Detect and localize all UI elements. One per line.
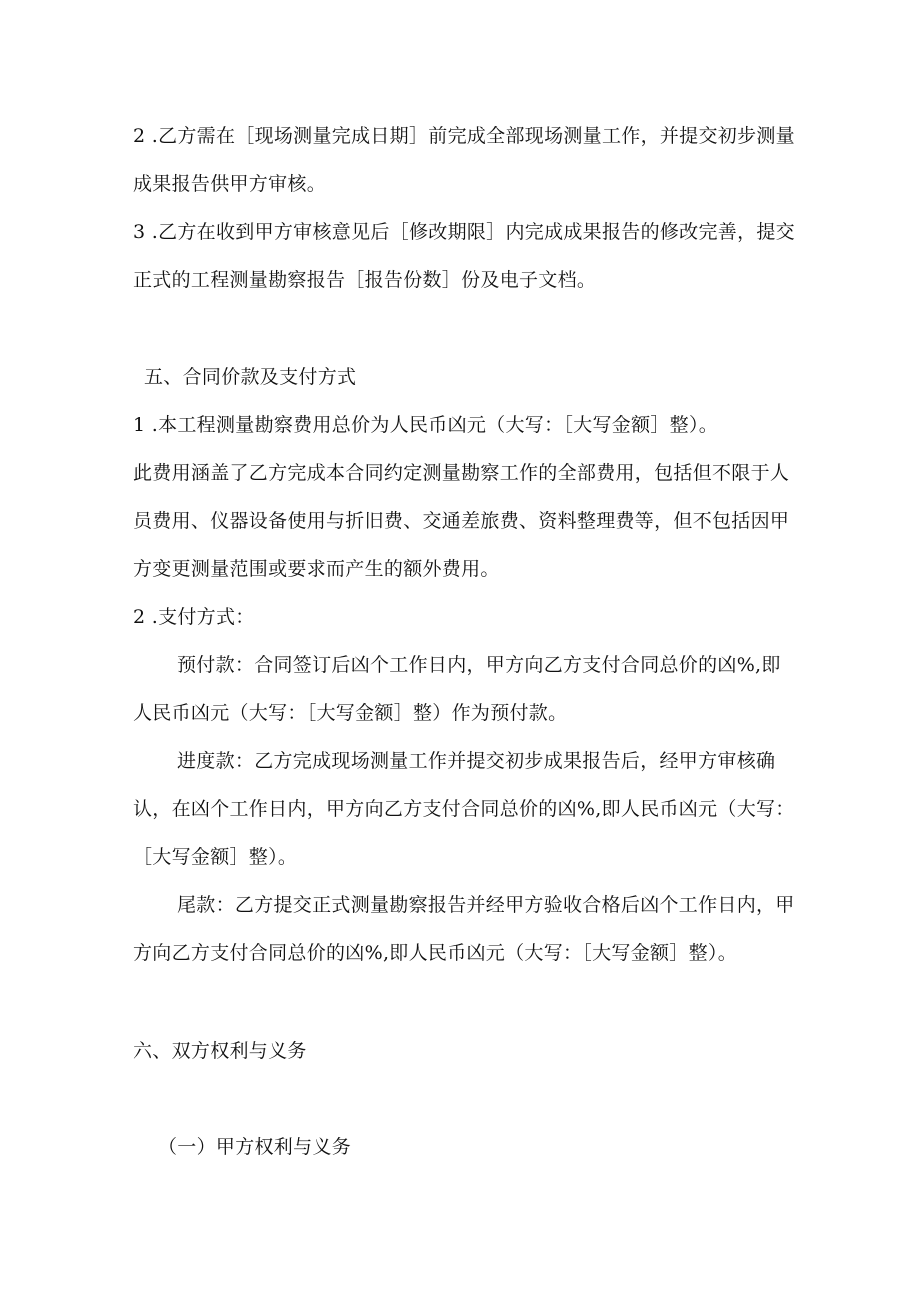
subsection-1-heading: （一）甲方权利与义务 [158, 1136, 352, 1158]
final-payment-line-2: 方向乙方支付合同总价的凶%,即人民币凶元（大写：［大写金额］整）。 [133, 942, 737, 964]
price-item-1: 1 .本工程测量勘察费用总价为人民币凶元（大写：［大写金额］整）。 [133, 414, 719, 436]
section-6-heading: 六、双方权利与义务 [133, 1040, 307, 1062]
item-2-line-2: 成果报告供甲方审核。 [133, 173, 327, 195]
item-3-line-1: 3 .乙方在收到甲方审核意见后［修改期限］内完成成果报告的修改完善，提交 [133, 221, 795, 243]
item-2-line-1: 2 .乙方需在［现场测量完成日期］前完成全部现场测量工作，并提交初步测量 [133, 125, 795, 147]
progress-line-3: ［大写金额］整）。 [133, 846, 298, 868]
progress-line-2: 认，在凶个工作日内，甲方向乙方支付合同总价的凶%,即人民币凶元（大写： [133, 798, 795, 820]
price-note-line-2: 员费用、仪器设备使用与折旧费、交通差旅费、资料整理费等，但不包括因甲 [133, 510, 790, 532]
progress-line-1: 进度款：乙方完成现场测量工作并提交初步成果报告后，经甲方审核确 [177, 750, 776, 772]
price-note-line-1: 此费用涵盖了乙方完成本合同约定测量勘察工作的全部费用，包括但不限于人 [133, 462, 790, 484]
prepay-line-2: 人民币凶元（大写：［大写金额］整）作为预付款。 [133, 702, 568, 724]
final-payment-line-1: 尾款：乙方提交正式测量勘察报告并经甲方验收合格后凶个工作日内，甲 [177, 894, 795, 916]
item-3-line-2: 正式的工程测量勘察报告［报告份数］份及电子文档。 [133, 269, 597, 291]
price-note-line-3: 方变更测量范围或要求而产生的额外费用。 [133, 558, 500, 580]
payment-item-2: 2 .支付方式： [133, 606, 255, 628]
section-5-heading: 五、合同价款及支付方式 [144, 366, 357, 388]
prepay-line-1: 预付款：合同签订后凶个工作日内，甲方向乙方支付合同总价的凶%,即 [177, 654, 781, 676]
